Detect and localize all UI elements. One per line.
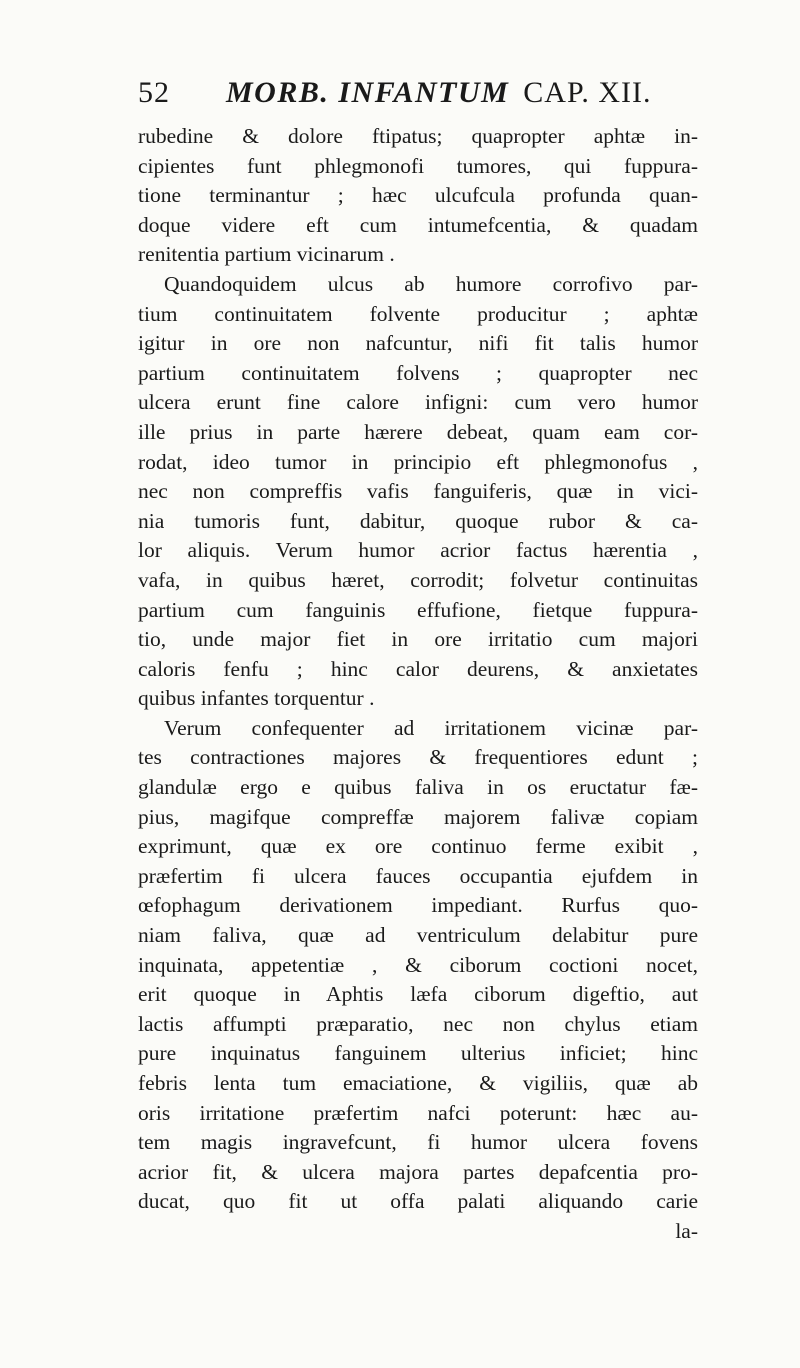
text-line: oris irritatione præfertim nafci poterunt: hæc au- bbox=[138, 1100, 698, 1125]
text-line: niam faliva, quæ ad ventriculum delabitur pure bbox=[138, 923, 698, 948]
text-line: cipientes funt phlegmonofi tumores, qui fuppura- bbox=[138, 153, 698, 178]
text-line: erit quoque in Aphtis læfa ciborum digeftio, aut bbox=[138, 982, 698, 1007]
text-line: tium continuitatem folvente producitur ; aphtæ bbox=[138, 301, 698, 326]
text-line: nec non compreffis vafis fanguiferis, quæ in vici- bbox=[138, 479, 698, 504]
body-text bbox=[138, 122, 698, 1247]
text-line: partium cum fanguinis effufione, fietque fuppura- bbox=[138, 597, 698, 622]
text-line: tione terminantur ; hæc ulcufcula profunda quan- bbox=[138, 183, 698, 208]
text-line: inquinata, appetentiæ , & ciborum coctioni nocet, bbox=[138, 952, 698, 977]
text-line: nia tumoris funt, dabitur, quoque rubor & ca- bbox=[138, 508, 698, 533]
running-title: MORB. INFANTUM bbox=[226, 76, 510, 109]
text-line: ille prius in parte hærere debeat, quam eam cor- bbox=[138, 419, 698, 444]
text-line: glandulæ ergo e quibus faliva in os eructatur fæ- bbox=[138, 775, 698, 800]
text-line: caloris fenfu ; hinc calor deurens, & anxietates bbox=[138, 656, 698, 681]
text-line: partium continuitatem folvens ; quapropter nec bbox=[138, 360, 698, 385]
text-line: doque videre eft cum intumefcentia, & quadam bbox=[138, 212, 698, 237]
text-line: ducat, quo fit ut offa palati aliquando carie bbox=[138, 1189, 698, 1214]
text-line: igitur in ore non nafcuntur, nifi fit talis humor bbox=[138, 331, 698, 356]
text-line: acrior fit, & ulcera majora partes depafcentia pro- bbox=[138, 1159, 698, 1184]
catchword: la- bbox=[675, 1218, 698, 1243]
text-line: pius, magifque compreffæ majorem falivæ copiam bbox=[138, 804, 698, 829]
text-line: rubedine & dolore ftipatus; quapropter aphtæ in- bbox=[138, 124, 698, 148]
text-line: ulcera erunt fine calore infigni: cum vero humor bbox=[138, 390, 698, 415]
text-line: febris lenta tum emaciatione, & vigiliis, quæ ab bbox=[138, 1071, 698, 1095]
text-line: lactis affumpti præparatio, nec non chylus etiam bbox=[138, 1011, 698, 1036]
text-line: quibus infantes torquentur . bbox=[138, 686, 375, 711]
text-line: Quandoquidem ulcus ab humore corrofivo par- bbox=[164, 271, 698, 296]
chapter-label: CAP. XII. bbox=[523, 76, 652, 109]
text-line: renitentia partium vicinarum . bbox=[138, 242, 395, 267]
text-line: vafa, in quibus hæret, corrodit; folvetur continuitas bbox=[138, 567, 698, 592]
text-line: rodat, ideo tumor in principio eft phlegmonofus , bbox=[138, 449, 698, 474]
text-line: pure inquinatus fanguinem ulterius inficiet; hinc bbox=[138, 1041, 698, 1066]
text-line: lor aliquis. Verum humor acrior factus hærentia , bbox=[138, 538, 698, 563]
page-number: 52 bbox=[138, 76, 170, 109]
text-line: tes contractiones majores & frequentiores edunt ; bbox=[138, 745, 698, 770]
running-head bbox=[138, 76, 698, 116]
text-line: Verum confequenter ad irritationem vicinæ par- bbox=[164, 715, 698, 740]
text-line: exprimunt, quæ ex ore continuo ferme exibit , bbox=[138, 834, 698, 859]
text-line: tio, unde major fiet in ore irritatio cum majori bbox=[138, 627, 698, 652]
text-line: præfertim fi ulcera fauces occupantia ejufdem in bbox=[138, 863, 698, 888]
text-line: tem magis ingravefcunt, fi humor ulcera fovens bbox=[138, 1130, 698, 1155]
text-line: œfophagum derivationem impediant. Rurfus quo- bbox=[138, 893, 698, 918]
